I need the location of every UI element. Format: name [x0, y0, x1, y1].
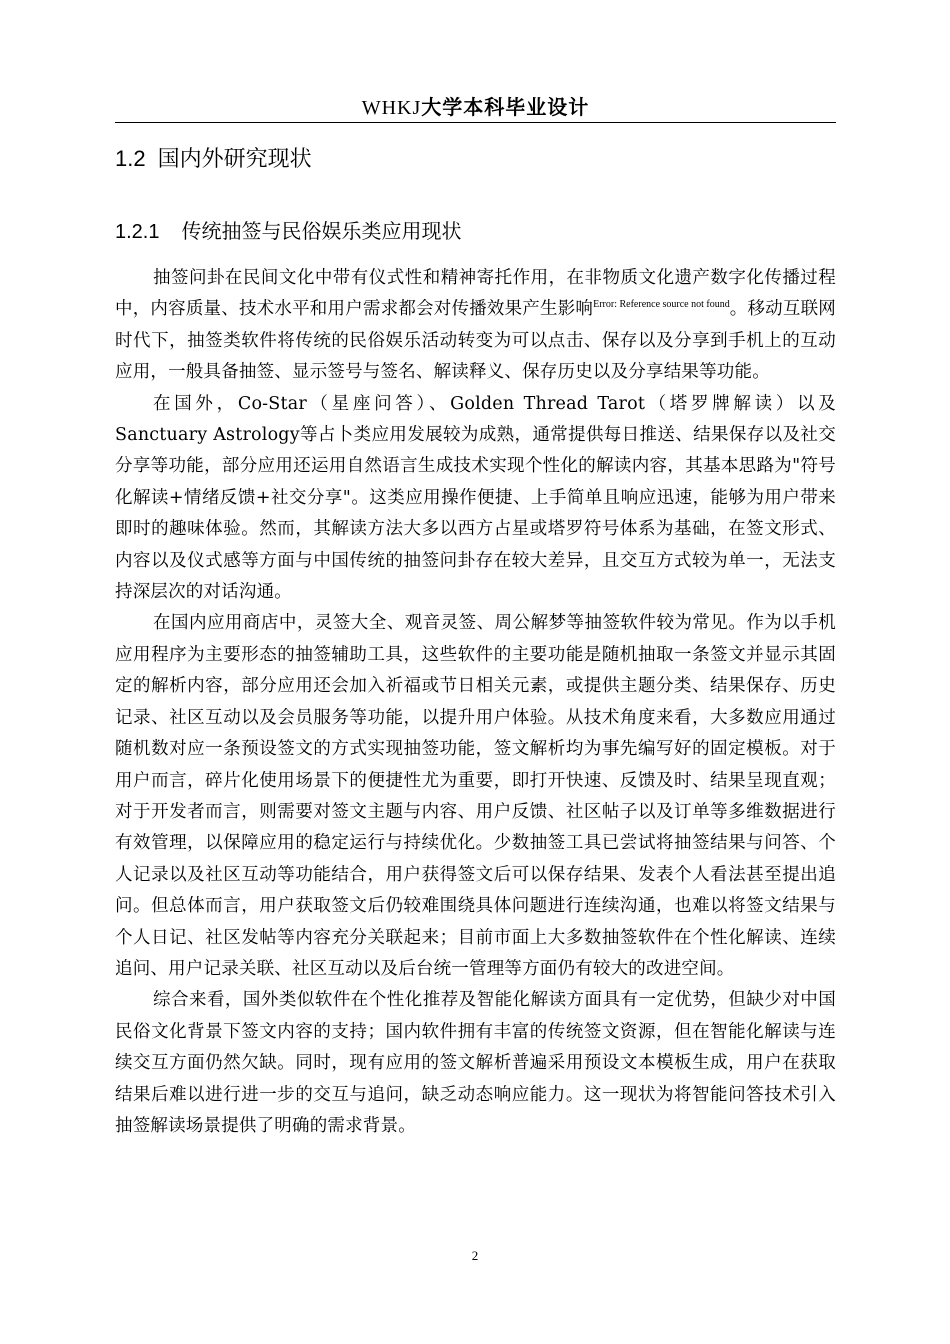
paragraph-1-text-b: 。移动互联网时代下，抽签类软件将传统的民俗娱乐活动转变为可以点击、保存以及分享到手机上的互动应用，一般具备抽签、显示签号与签名、解读释义、保存历史以及分享结果等功能。 [115, 299, 836, 383]
body-text [115, 263, 836, 1142]
reference-error-citation[interactable]: Error: Reference source not found [593, 299, 730, 311]
header-institution: WHKJ [361, 97, 422, 119]
header-divider [115, 122, 836, 123]
running-header [115, 93, 836, 122]
paragraph-4: 综合来看，国外类似软件在个性化推荐及智能化解读方面具有一定优势，但缺少对中国民俗文化背景下签文内容的支持；国内软件拥有丰富的传统签文资源，但在智能化解读与连续交互方面仍然欠缺。同时，现有应用的签文解析普遍采用预设文本模板生成，用户在获取结果后难以进行进一步的交互与追问，缺乏动态响应能力。这一现状为将智能问答技术引入抽签解读场景提供了明确的需求背景。 [115, 990, 836, 1136]
paragraph-2: 在国外，Co-Star（星座问答）、Golden Thread Tarot（塔罗牌解读）以及Sanctuary Astrology等占卜类应用发展较为成熟，通常提供每日推送、结果保存以及社交分享等功能，部分应用还运用自然语言生成技术实现个性化的解读内容，其基本思路为"符号化解读+情绪反馈+社交分享"。这类应用操作便捷、上手简单且响应迅速，能够为用户带来即时的趣味体验。然而，其解读方法大多以西方占星或塔罗符号体系为基础，在签文形式、内容以及仪式感等方面与中国传统的抽签问卦存在较大差异，且交互方式较为单一，无法支持深层次的对话沟通。 [115, 393, 836, 603]
subsection-number: 1.2.1 [115, 221, 160, 243]
section-number: 1.2 [115, 146, 146, 171]
paragraph-1-text-a: 抽签问卦在民间文化中带有仪式性和精神寄托作用，在非物质文化遗产数字化传播过程中，内容质量、技术水平和用户需求都会对传播效果产生影响 [115, 268, 836, 320]
section-heading [115, 142, 312, 177]
paragraph-1 [115, 263, 836, 389]
header-title: 大学本科毕业设计 [421, 95, 590, 119]
section-title: 国内外研究现状 [157, 147, 312, 172]
paragraph-3: 在国内应用商店中，灵签大全、观音灵签、周公解梦等抽签软件较为常见。作为以手机应用程序为主要形态的抽签辅助工具，这些软件的主要功能是随机抽取一条签文并显示其固定的解析内容，部分应用还会加入祈福或节日相关元素，或提供主题分类、结果保存、历史记录、社区互动以及会员服务等功能，以提升用户体验。从技术角度来看，大多数应用通过随机数对应一条预设签文的方式实现抽签功能，签文解析均为事先编写好的固定模板。对于用户而言，碎片化使用场景下的便捷性尤为重要，即打开快速、反馈及时、结果呈现直观；对于开发者而言，则需要对签文主题与内容、用户反馈、社区帖子以及订单等多维数据进行有效管理，以保障应用的稳定运行与持续优化。少数抽签工具已尝试将抽签结果与问答、个人记录以及社区互动等功能结合，用户获得签文后可以保存结果、发表个人看法甚至提出追问。但总体而言，用户获取签文后仍较难围绕具体问题进行连续沟通，也难以将签文结果与个人日记、社区发帖等内容充分关联起来；目前市面上大多数抽签软件在个性化解读、连续追问、用户记录关联、社区互动以及后台统一管理等方面仍有较大的改进空间。 [115, 613, 836, 979]
subsection-heading [115, 215, 461, 248]
subsection-title: 传统抽签与民俗娱乐类应用现状 [181, 219, 462, 243]
page-number: 2 [471, 1248, 479, 1263]
